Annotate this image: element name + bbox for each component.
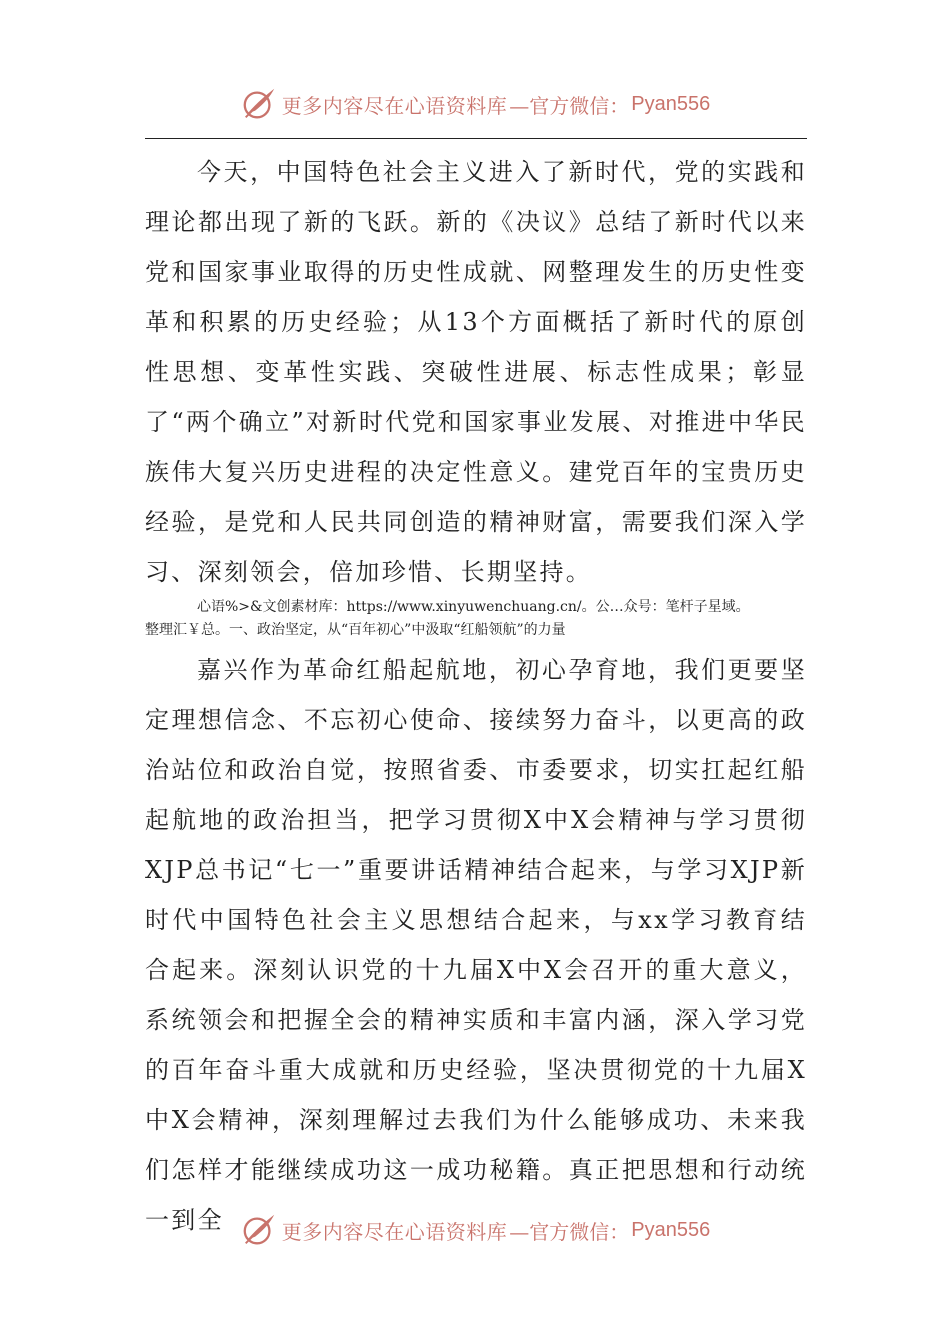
header-divider (145, 138, 807, 139)
banner-separator-text: —官方微信： (509, 93, 630, 118)
paragraph-2: 嘉兴作为革命红船起航地，初心孕育地，我们更要坚定理想信念、不忘初心使命、接续努力奋斗，以更高的政治站位和政治自觉，按照省委、市委要求，切实扛起红船起航地的政治担当，把学习贯彻X中X会精神与学习贯彻XJP总书记“七一”重要讲话精神结合起来，与学习XJP新时代中国特色社会主义思想结合起来，与xx学习教育结合起来。深刻认识党的十九届X中X会召开的重大意义，系统领会和把握全会的精神实质和丰富内涵，深入学习党的百年奋斗重大成就和历史经验，坚决贯彻党的十九届X中X会精神，深刻理解过去我们为什么能够成功、未来我们怎样才能继续成功这一成功秘籍。真正把思想和行动统一到全 (145, 656, 807, 1234)
footer-banner-main-text: 更多内容尽在心语资料库 (281, 1219, 508, 1244)
banner-wechat-id: Pyan556 (631, 92, 711, 115)
source-note (145, 596, 825, 642)
footer-banner (0, 1208, 950, 1252)
quill-pen-logo-icon (240, 85, 278, 123)
paragraph-1: 今天，中国特色社会主义进入了新时代，党的实践和理论都出现了新的飞跃。新的《决议》总结了新时代以来党和国家事业取得的历史性成就、网整理发生的历史性变革和积累的历史经验；从13个方面概括了新时代的原创性思想、变革性实践、突破性进展、标志性成果；彰显了“两个确立”对新时代党和国家事业发展、对推进中华民族伟大复兴历史进程的决定性意义。建党百年的宝贵历史经验，是党和人民共同创造的精神财富，需要我们深入学习、深刻领会，倍加珍惜、长期坚持。 (145, 158, 807, 586)
source-note-line-2: 整理汇￥总。一、政治坚定，从“百年初心”中汲取“红船领航”的力量 (145, 622, 566, 638)
quill-pen-logo-icon (240, 1211, 278, 1249)
footer-banner-wechat-id: Pyan556 (631, 1218, 711, 1241)
source-note-line-1: 心语%>&文创素材库：https://www.xinyuwenchuang.cn/。公…众号：笔杆子星域。 (197, 599, 750, 615)
footer-banner-separator-text: —官方微信： (509, 1219, 630, 1244)
banner-main-text: 更多内容尽在心语资料库 (281, 93, 508, 118)
header-banner (0, 82, 950, 126)
